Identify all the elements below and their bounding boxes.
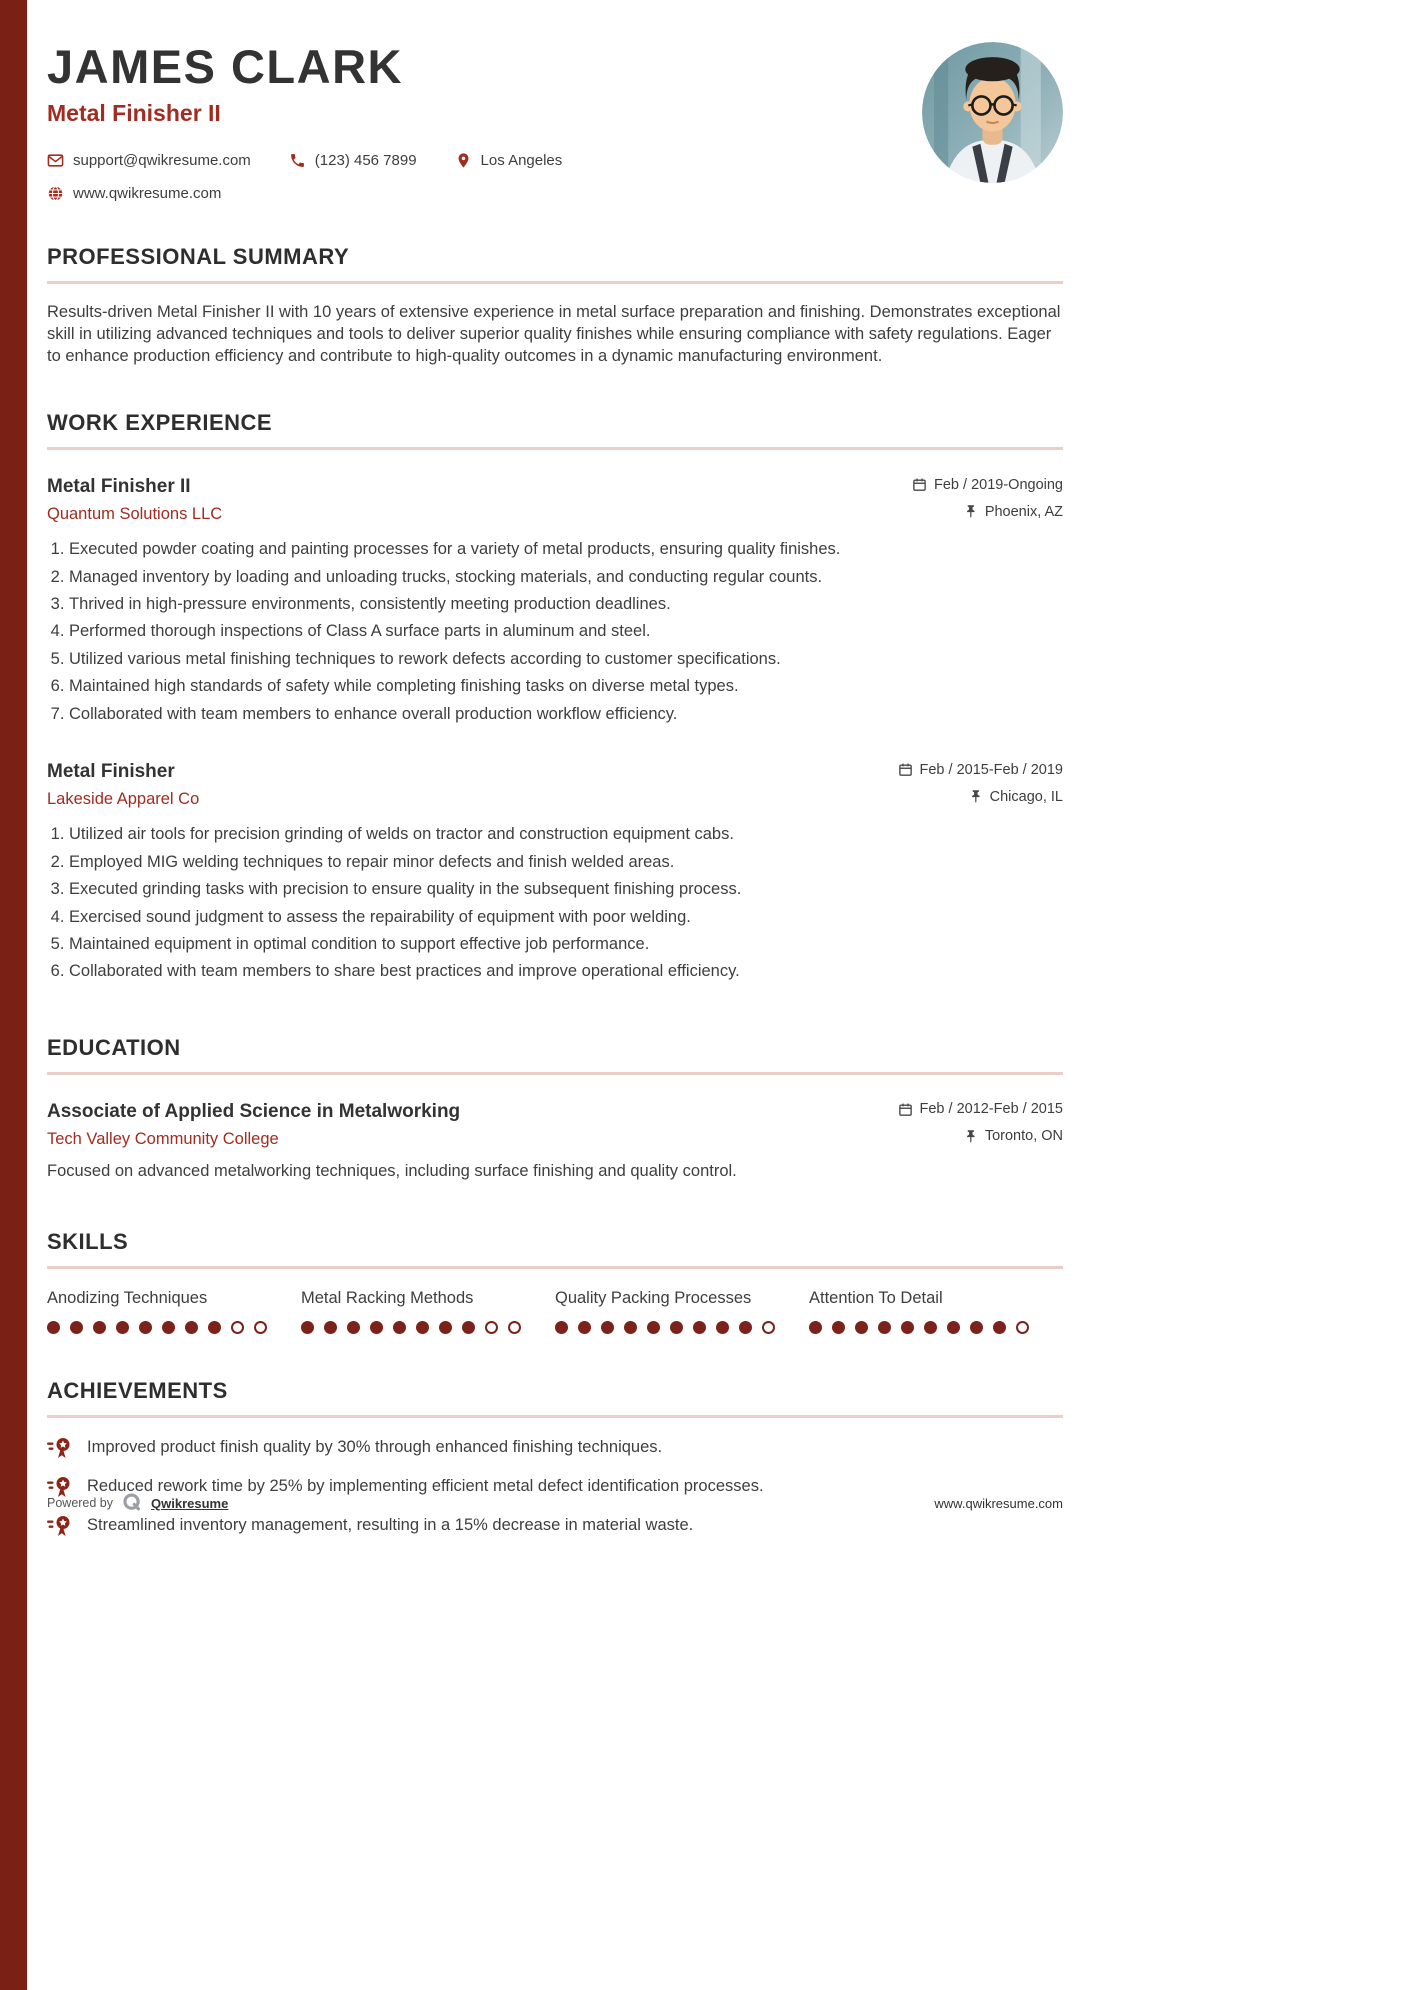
calendar-icon	[898, 762, 913, 777]
education-description: Focused on advanced metalworking techniques, including surface finishing and quality control.	[47, 1161, 737, 1180]
skill-dot	[624, 1321, 637, 1334]
job-dates-text: Feb / 2019-Ongoing	[934, 476, 1063, 493]
experience-bullet: 5. Maintained equipment in optimal condition to support effective job performance.	[69, 934, 1063, 955]
job-bullet-list	[47, 824, 1063, 983]
job-location-text: Chicago, IL	[989, 788, 1063, 805]
skill-rating	[809, 1321, 1063, 1334]
skill-dot	[601, 1321, 614, 1334]
skill-dot	[739, 1321, 752, 1334]
job-title-main: Metal Finisher II	[47, 100, 221, 127]
skill-dot	[185, 1321, 198, 1334]
globe-icon	[47, 185, 64, 202]
skill-dot	[716, 1321, 729, 1334]
summary-text: Results-driven Metal Finisher II with 10 years of extensive experience in metal surface preparation and finishing. Demonstrates exceptional skill in utilizing advanced techniques and tools to deliver superior quality finishes while ensuring compliance with safety regulations. Eager to enhance production efficiency and contribute to high-quality outcomes in a dynamic manufacturing environment.	[47, 303, 1061, 366]
footer-website: www.qwikresume.com	[934, 1495, 1063, 1511]
experience-bullet: 2. Employed MIG welding techniques to repair minor defects and finish welded areas.	[69, 852, 1063, 873]
experience-bullet: 6. Maintained high standards of safety while completing finishing tasks on diverse metal types.	[69, 676, 1063, 697]
skill-dot	[162, 1321, 175, 1334]
school-name: Tech Valley Community College	[47, 1129, 279, 1148]
accent-bar	[0, 0, 27, 1990]
footer-branding	[47, 1492, 228, 1514]
experience-bullet: 5. Utilized various metal finishing techniques to rework defects according to customer specifications.	[69, 649, 1063, 670]
achievement-text: Reduced rework time by 25% by implementing efficient metal defect identification processes.	[87, 1476, 764, 1495]
envelope-icon	[47, 152, 64, 169]
job-company: Quantum Solutions LLC	[47, 505, 223, 524]
skill-label: Attention To Detail	[809, 1288, 943, 1307]
experience-bullet: 1. Utilized air tools for precision grinding of welds on tractor and construction equipment cabs.	[69, 824, 1063, 845]
location-text: Los Angeles	[480, 152, 563, 170]
education-dates	[898, 1101, 1064, 1117]
skill-dot	[416, 1321, 429, 1334]
section-experience	[47, 410, 1063, 983]
skill-dot	[555, 1321, 568, 1334]
skill-dot	[670, 1321, 683, 1334]
map-pin-icon	[455, 152, 472, 169]
experience-bullet: 7. Collaborated with team members to enhance overall production workflow efficiency.	[69, 704, 1063, 725]
skill-dot	[116, 1321, 129, 1334]
contact-row-2	[47, 185, 1063, 202]
q-logo-icon	[121, 1492, 143, 1514]
person-name: JAMES CLARK	[47, 40, 403, 93]
skill-rating	[47, 1321, 301, 1334]
skill-dot	[970, 1321, 983, 1334]
experience-bullet: 3. Thrived in high-pressure environments, consistently meeting production deadlines.	[69, 594, 1063, 615]
skill-dot	[47, 1321, 60, 1334]
skill-label: Anodizing Techniques	[47, 1288, 208, 1307]
skill-dot	[878, 1321, 891, 1334]
experience-bullet: 4. Exercised sound judgment to assess the repairability of equipment with poor welding.	[69, 907, 1063, 928]
section-skills	[47, 1229, 1063, 1334]
degree-title: Associate of Applied Science in Metalworking	[47, 1100, 461, 1122]
profile-photo	[922, 42, 1063, 183]
skill-dot	[439, 1321, 452, 1334]
achievement-text: Streamlined inventory management, resulting in a 15% decrease in material waste.	[87, 1515, 694, 1534]
job-location	[963, 504, 1063, 520]
education-heading: EDUCATION	[47, 1035, 1063, 1075]
skill-dot	[231, 1321, 244, 1334]
website-text: www.qwikresume.com	[73, 185, 222, 203]
job-bullet-list	[47, 539, 1063, 725]
skill-dot	[947, 1321, 960, 1334]
skill-item	[47, 1289, 301, 1334]
skill-dot	[993, 1321, 1006, 1334]
experience-bullet: 6. Collaborated with team members to share best practices and improve operational efficiency.	[69, 961, 1063, 982]
skill-label: Quality Packing Processes	[555, 1288, 752, 1307]
skill-dot	[855, 1321, 868, 1334]
pushpin-icon	[968, 789, 983, 804]
medal-icon	[47, 1514, 73, 1538]
experience-heading: WORK EXPERIENCE	[47, 410, 1063, 450]
skill-dot	[139, 1321, 152, 1334]
contact-website	[47, 185, 221, 202]
section-summary	[47, 244, 1063, 368]
skill-dot	[508, 1321, 521, 1334]
resume-page	[47, 0, 1063, 1990]
powered-by-label: Powered by	[47, 1496, 114, 1510]
skill-dot	[393, 1321, 406, 1334]
skill-item	[301, 1289, 555, 1334]
skill-dot	[485, 1321, 498, 1334]
skill-dot	[1016, 1321, 1029, 1334]
phone-text: (123) 456 7899	[314, 152, 417, 170]
pushpin-icon	[963, 1129, 978, 1144]
job-title: Metal Finisher II	[47, 476, 191, 498]
skills-heading: SKILLS	[47, 1229, 1063, 1269]
footer	[47, 1492, 1063, 1514]
achievements-list	[47, 1438, 1063, 1538]
skill-dot	[647, 1321, 660, 1334]
skill-dot	[832, 1321, 845, 1334]
skill-dot	[70, 1321, 83, 1334]
skill-dot	[924, 1321, 937, 1334]
job-entry-1	[47, 476, 1063, 725]
calendar-icon	[912, 477, 927, 492]
summary-heading: PROFESSIONAL SUMMARY	[47, 244, 1063, 284]
skill-dot	[901, 1321, 914, 1334]
job-title: Metal Finisher	[47, 761, 175, 783]
calendar-icon	[898, 1102, 913, 1117]
achievement-text: Improved product finish quality by 30% through enhanced finishing techniques.	[87, 1437, 663, 1456]
header	[47, 0, 1063, 202]
skill-dot	[347, 1321, 360, 1334]
contact-phone	[289, 152, 417, 169]
skill-dot	[93, 1321, 106, 1334]
experience-bullet: 3. Executed grinding tasks with precision to ensure quality in the subsequent finishing process.	[69, 879, 1063, 900]
contact-email	[47, 152, 251, 169]
skill-label: Metal Racking Methods	[301, 1288, 474, 1307]
education-dates-text: Feb / 2012-Feb / 2015	[919, 1101, 1063, 1118]
qwikresume-link[interactable]: Qwikresume	[151, 1495, 229, 1511]
phone-icon	[289, 152, 306, 169]
skill-dot	[254, 1321, 267, 1334]
experience-bullet: 4. Performed thorough inspections of Class A surface parts in aluminum and steel.	[69, 621, 1063, 642]
skill-dot	[809, 1321, 822, 1334]
job-dates	[912, 477, 1063, 493]
skill-dot	[462, 1321, 475, 1334]
skill-dot	[301, 1321, 314, 1334]
job-dates	[898, 762, 1064, 778]
skill-dot	[208, 1321, 221, 1334]
section-education	[47, 1035, 1063, 1181]
medal-icon	[47, 1436, 73, 1460]
email-text: support@qwikresume.com	[73, 152, 251, 170]
contact-row-1	[47, 152, 1063, 169]
education-location-text: Toronto, ON	[984, 1128, 1063, 1145]
education-location	[963, 1128, 1063, 1144]
contact-location	[455, 152, 563, 169]
pushpin-icon	[963, 504, 978, 519]
education-entry	[47, 1101, 1063, 1181]
experience-bullet: 1. Executed powder coating and painting processes for a variety of metal products, ensuring quality finishes.	[69, 539, 1063, 560]
achievement-item	[47, 1438, 1063, 1460]
job-company: Lakeside Apparel Co	[47, 790, 200, 809]
achievement-item	[47, 1516, 1063, 1538]
skill-dot	[324, 1321, 337, 1334]
experience-bullet: 2. Managed inventory by loading and unloading trucks, stocking materials, and conducting regular counts.	[69, 567, 1063, 588]
skill-item	[809, 1289, 1063, 1334]
skill-dot	[578, 1321, 591, 1334]
skill-dot	[370, 1321, 383, 1334]
job-location-text: Phoenix, AZ	[984, 503, 1063, 520]
job-location	[968, 789, 1063, 805]
skill-dot	[762, 1321, 775, 1334]
achievements-heading: ACHIEVEMENTS	[47, 1378, 1063, 1418]
skill-rating	[555, 1321, 809, 1334]
skill-dot	[693, 1321, 706, 1334]
job-entry-2	[47, 761, 1063, 983]
skills-grid	[47, 1289, 1063, 1334]
job-dates-text: Feb / 2015-Feb / 2019	[919, 761, 1063, 778]
skill-item	[555, 1289, 809, 1334]
skill-rating	[301, 1321, 555, 1334]
